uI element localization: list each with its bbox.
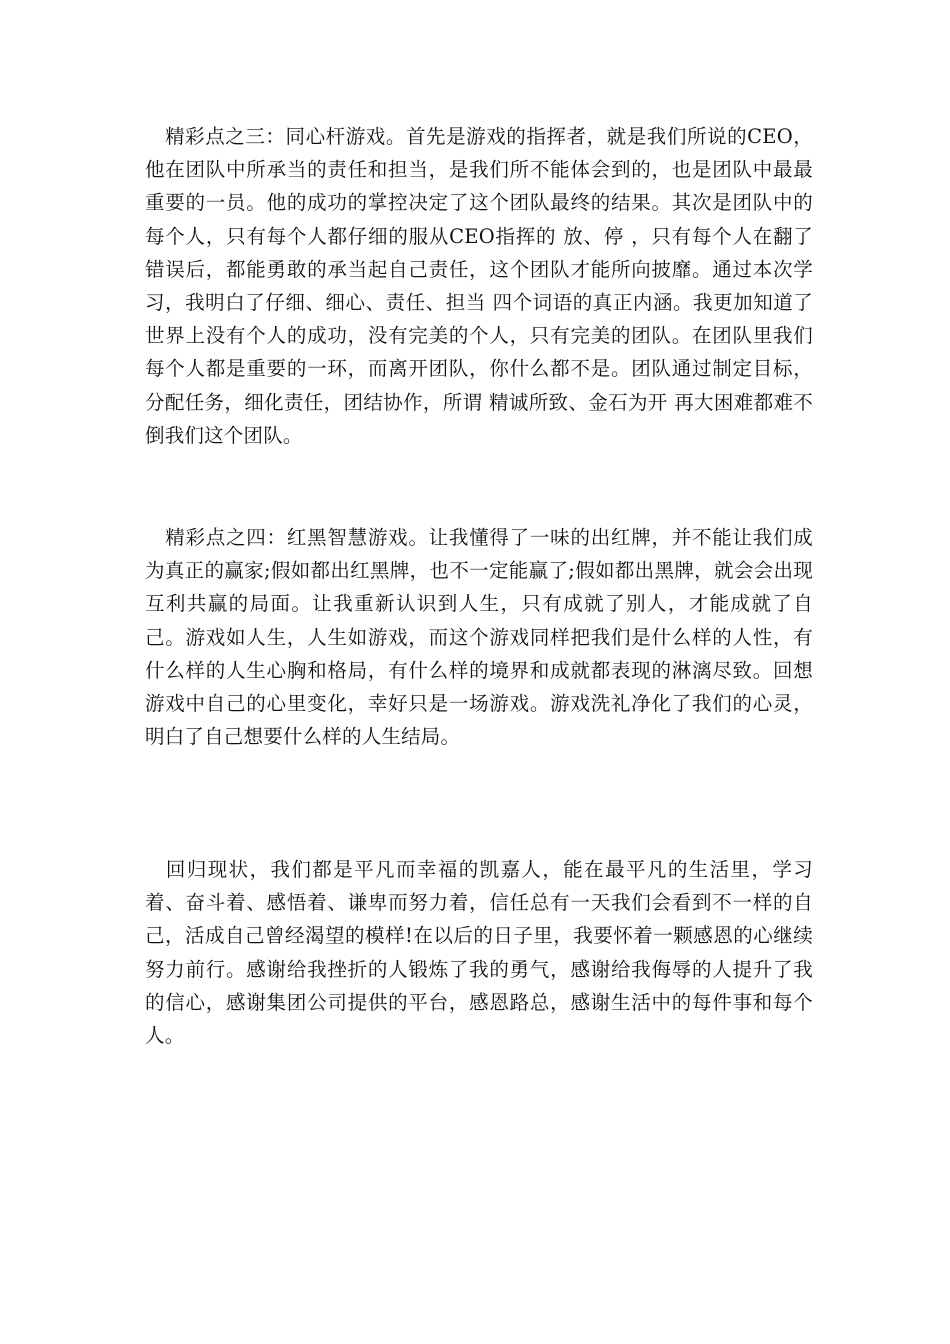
paragraph-highlight-three: 精彩点之三：同心杆游戏。首先是游戏的指挥者，就是我们所说的CEO，他在团队中所承当的责任和担当，是我们所不能体会到的，也是团队中最最重要的一员。他的成功的掌控决定了这个团队最终的结果。其次是团队中的每个人，只有每个人都仔细的服从CEO指挥的 放、停 ，只有每个人在翻了错误后，都能勇敢的承当起自己责任，这个团队才能所向披靡。通过本次学习，我明白了仔细、细心、责任、担当 四个词语的真正内涵。我更加知道了世界上没有个人的成功，没有完美的个人，只有完美的团队。在团队里我们每个人都是重要的一环，而离开团队，你什么都不是。团队通过制定目标，分配任务，细化责任，团结协作，所谓 精诚所致、金石为开 再大困难都难不倒我们这个团队。 xyxy=(145,125,813,447)
paragraph-conclusion: 回归现状，我们都是平凡而幸福的凯嘉人，能在最平凡的生活里，学习着、奋斗着、感悟着、谦卑而努力着，信任总有一天我们会看到不一样的自己，活成自己曾经渴望的模样!在以后的日子里，我要怀着一颗感恩的心继续努力前行。感谢给我挫折的人锻炼了我的勇气，感谢给我侮辱的人提升了我的信心，感谢集团公司提供的平台，感恩路总，感谢生活中的每件事和每个人。 xyxy=(145,858,813,1048)
paragraph-highlight-four: 精彩点之四：红黑智慧游戏。让我懂得了一味的出红牌，并不能让我们成为真正的赢家;假如都出红黑牌，也不一定能赢了;假如都出黑牌，就会会出现互利共赢的局面。让我重新认识到人生，只有成就了别人，才能成就了自己。游戏如人生，人生如游戏，而这个游戏同样把我们是什么样的人性，有什么样的人生心胸和格局，有什么样的境界和成就都表现的淋漓尽致。回想游戏中自己的心里变化，幸好只是一场游戏。游戏洗礼净化了我们的心灵，明白了自己想要什么样的人生结局。 xyxy=(145,526,813,749)
